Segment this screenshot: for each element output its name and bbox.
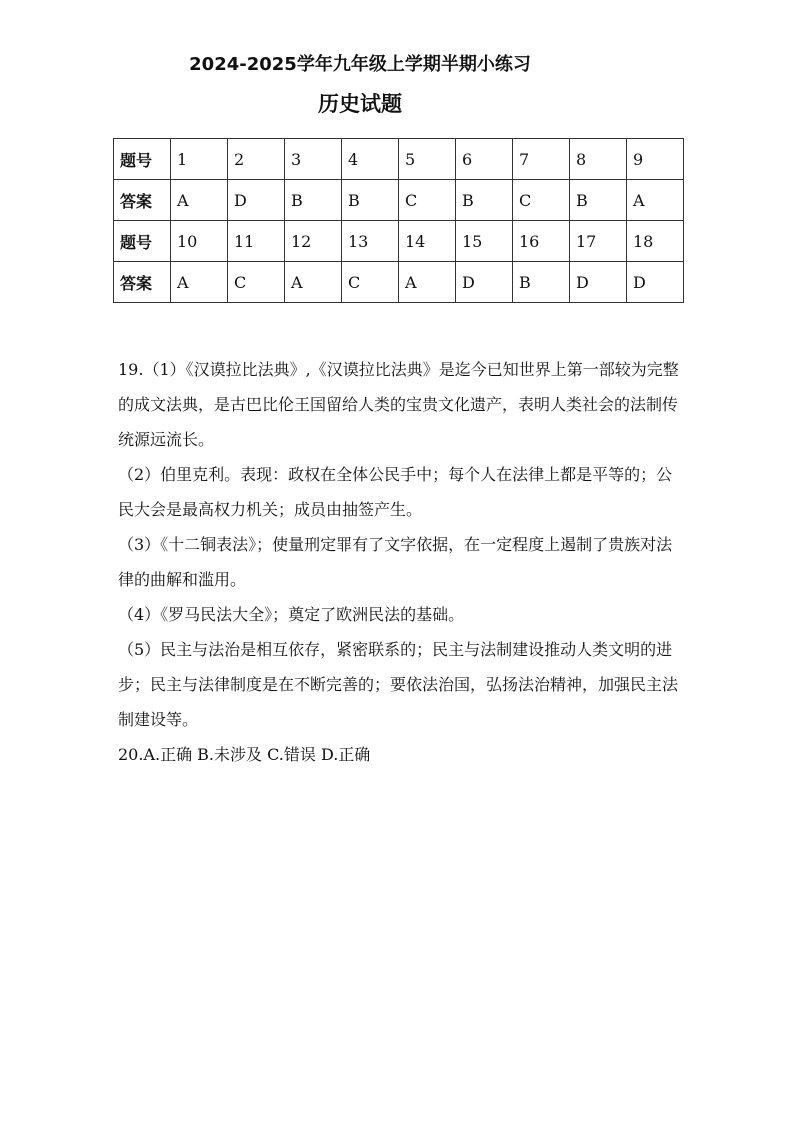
- table-row: [114, 139, 684, 180]
- table-cell: D: [228, 180, 285, 221]
- table-row: [114, 180, 684, 221]
- table-cell: 4: [342, 139, 399, 180]
- table-cell: D: [456, 262, 513, 303]
- table-cell: 6: [456, 139, 513, 180]
- answer-19-2: （2）伯里克利。表现：政权在全体公民手中；每个人在法律上都是平等的；公民大会是最高权力机关；成员由抽签产生。: [118, 465, 673, 519]
- table-cell: 8: [570, 139, 627, 180]
- answer-section: [118, 352, 683, 772]
- row-label: 答案: [114, 262, 171, 303]
- answer-20: 20.A.正确 B.未涉及 C.错误 D.正确: [118, 745, 371, 764]
- table-cell: A: [627, 180, 684, 221]
- table-cell: 9: [627, 139, 684, 180]
- table-cell: A: [399, 262, 456, 303]
- row-label: 题号: [114, 221, 171, 262]
- table-row: [114, 221, 684, 262]
- answer-19-5: （5）民主与法治是相互依存，紧密联系的；民主与法制建设推动人类文明的进步；民主与法律制度是在不断完善的；要依法治国，弘扬法治精神，加强民主法制建设等。: [118, 640, 679, 729]
- table-cell: B: [570, 180, 627, 221]
- exam-title: 2024-2025学年九年级上学期半期小练习: [189, 54, 531, 75]
- table-cell: 5: [399, 139, 456, 180]
- table-cell: 11: [228, 221, 285, 262]
- table-row: [114, 262, 684, 303]
- table-cell: 14: [399, 221, 456, 262]
- answer-table: [113, 138, 684, 303]
- answer-19-4: （4）《罗马民法大全》；奠定了欧洲民法的基础。: [118, 605, 465, 624]
- table-cell: B: [513, 262, 570, 303]
- table-cell: 16: [513, 221, 570, 262]
- table-cell: D: [627, 262, 684, 303]
- table-cell: B: [342, 180, 399, 221]
- table-cell: C: [228, 262, 285, 303]
- table-cell: 15: [456, 221, 513, 262]
- table-cell: 18: [627, 221, 684, 262]
- table-cell: 10: [171, 221, 228, 262]
- row-label: 答案: [114, 180, 171, 221]
- exam-subtitle: 历史试题: [318, 92, 402, 116]
- table-cell: B: [285, 180, 342, 221]
- table-cell: 1: [171, 139, 228, 180]
- answer-19-3: （3）《十二铜表法》；使量刑定罪有了文字依据，在一定程度上遏制了贵族对法律的曲解和滥用。: [118, 535, 673, 589]
- table-cell: 17: [570, 221, 627, 262]
- table-cell: 2: [228, 139, 285, 180]
- table-cell: 7: [513, 139, 570, 180]
- row-label: 题号: [114, 139, 171, 180]
- table-cell: A: [171, 262, 228, 303]
- table-cell: 3: [285, 139, 342, 180]
- table-cell: A: [171, 180, 228, 221]
- table-cell: A: [285, 262, 342, 303]
- table-cell: C: [513, 180, 570, 221]
- table-cell: B: [456, 180, 513, 221]
- table-cell: 13: [342, 221, 399, 262]
- table-cell: 12: [285, 221, 342, 262]
- table-cell: C: [399, 180, 456, 221]
- table-cell: C: [342, 262, 399, 303]
- answer-19-1: 19.（1）《汉谟拉比法典》,《汉谟拉比法典》是迄今已知世界上第一部较为完整的成文法典，是古巴比伦王国留给人类的宝贵文化遗产，表明人类社会的法制传统源远流长。: [118, 360, 679, 449]
- table-cell: D: [570, 262, 627, 303]
